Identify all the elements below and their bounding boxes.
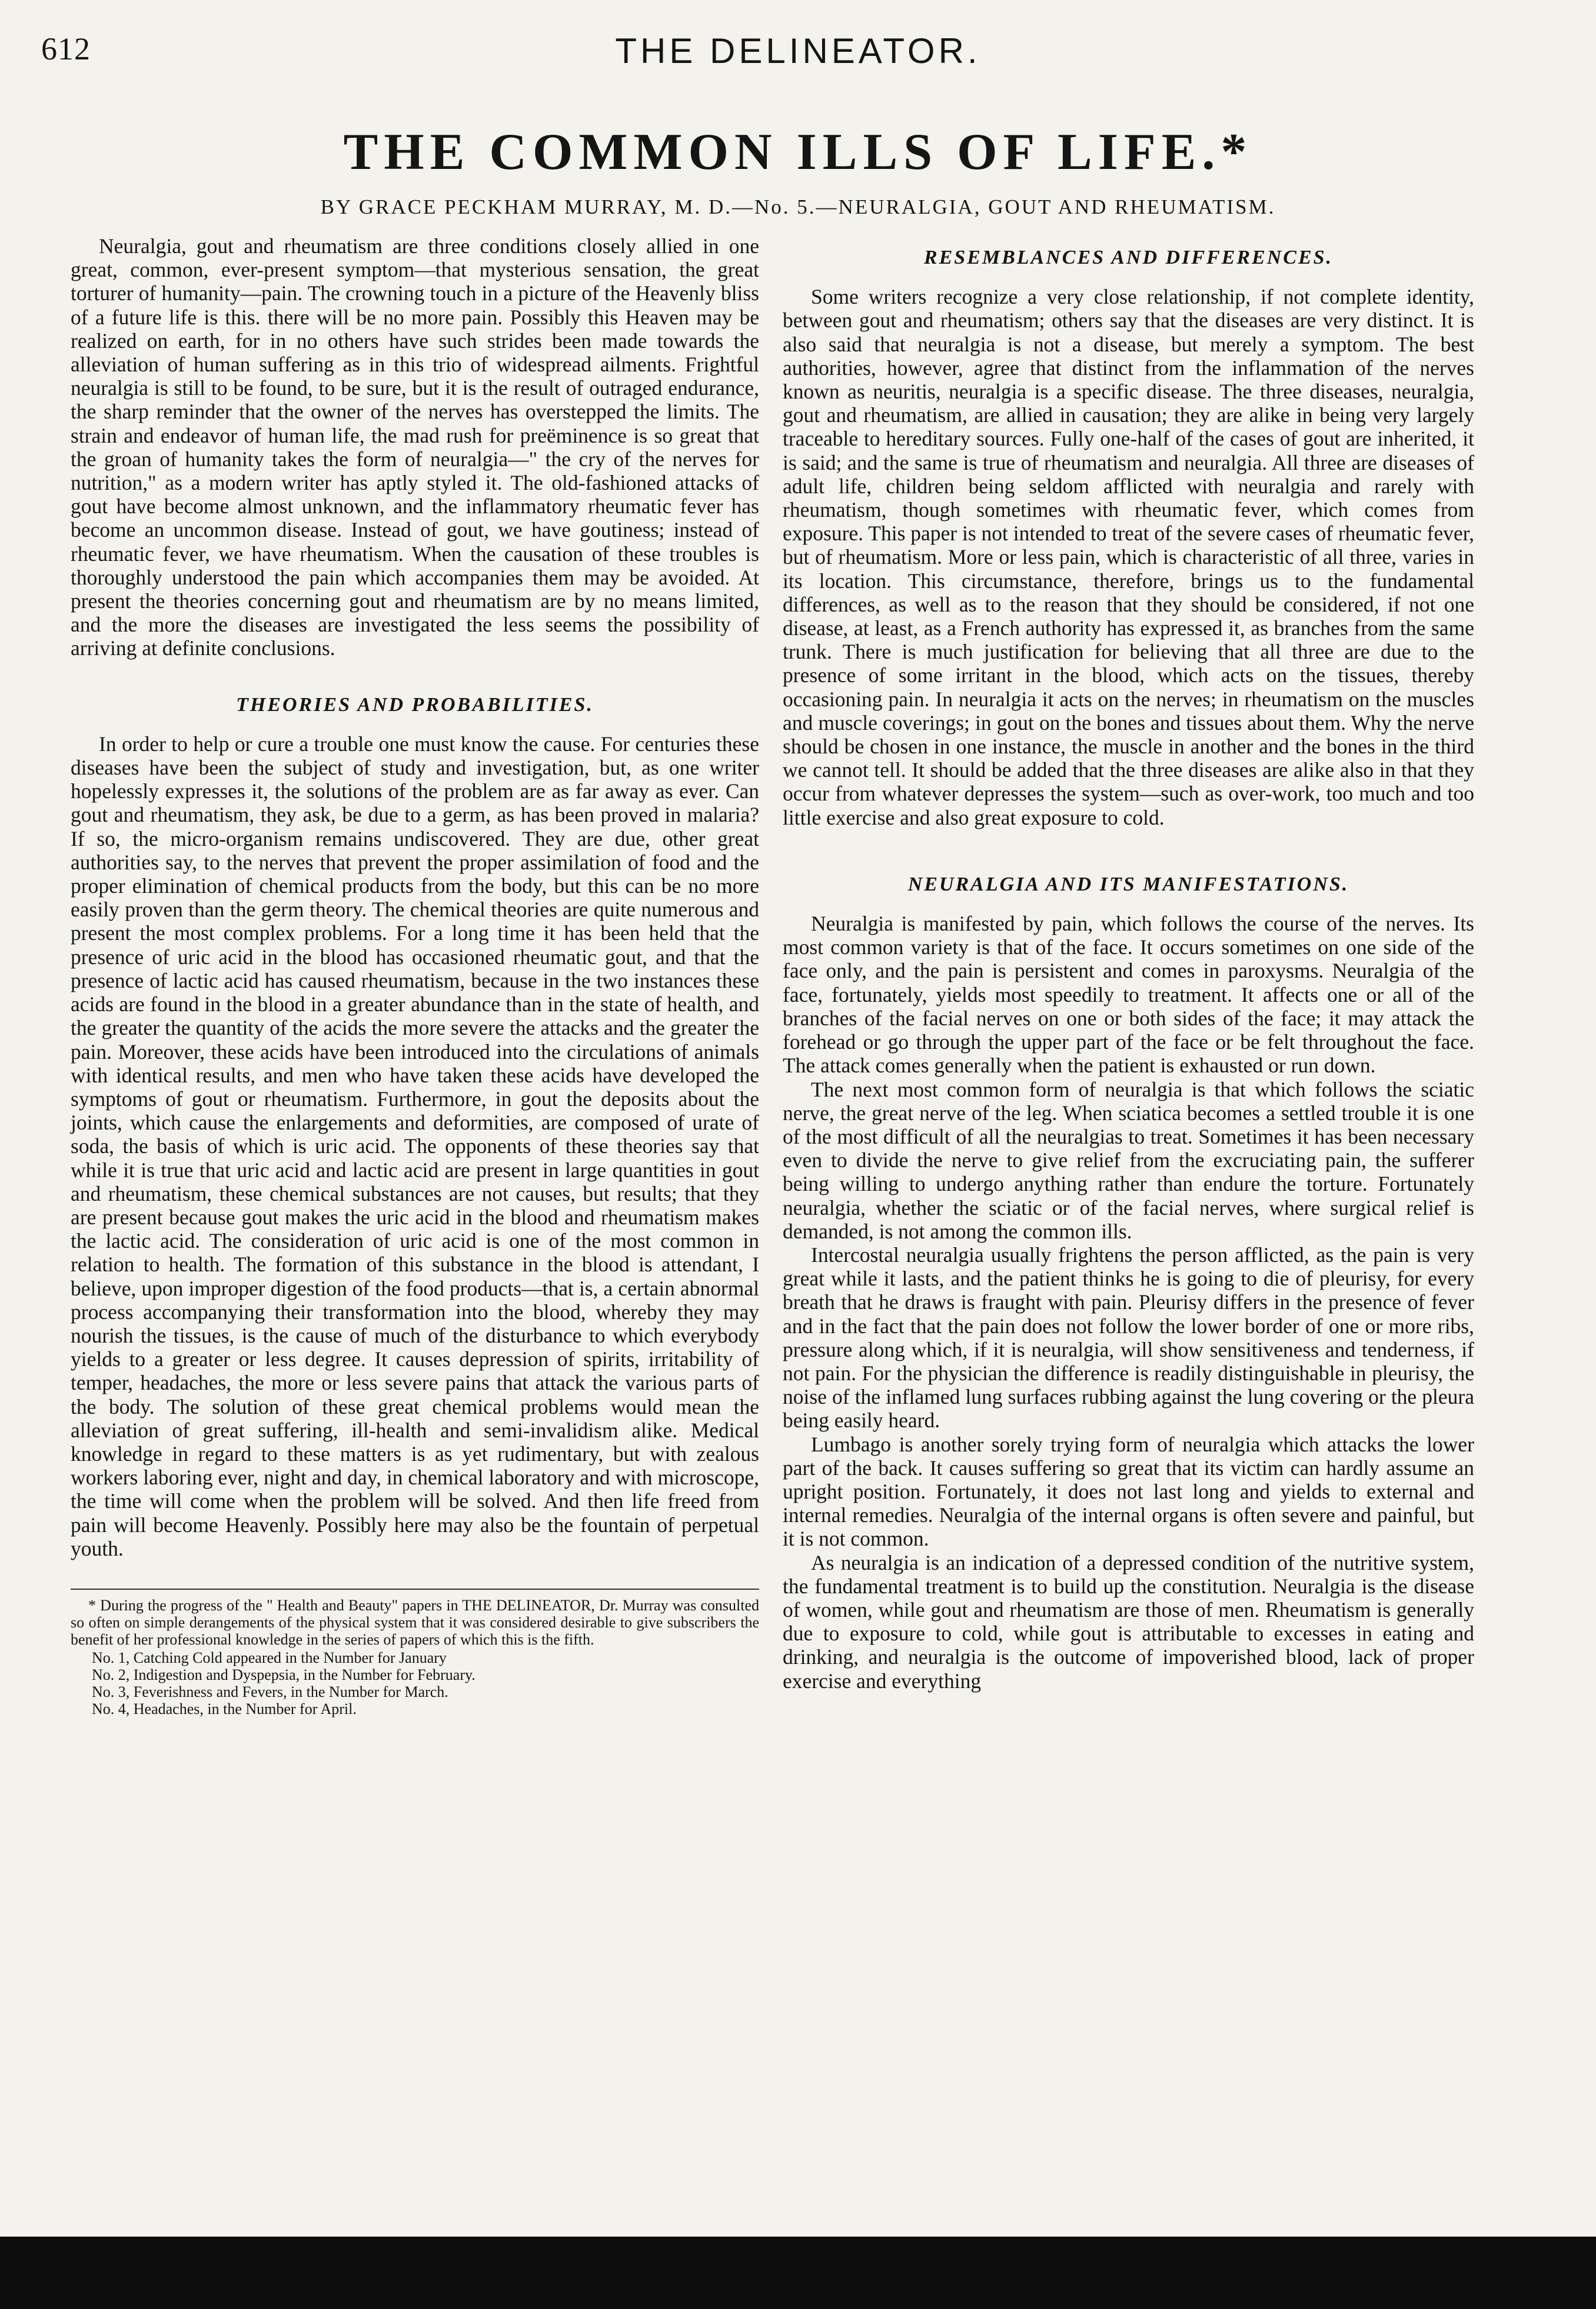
- treatment-paragraph: As neuralgia is an indication of a depressed condition of the nutritive system, the fundamental treatment is to build up the constitution. Neuralgia is the disease of women, while gout and rheumatism are those of men. Rheumatism is generally due to exposure to cold, while gout is attributable to excesses in eating and drinking, and neuralgia is the outcome of impoverished blood, lack of proper exercise and everything: [783, 1550, 1474, 1693]
- sciatic-paragraph: The next most common form of neuralgia is that which follows the sciatic nerve, the great nerve of the leg. When sciatica becomes a settled trouble it is one of the most difficult of all the neuralgias to treat. Sometimes it has been necessary even to divide the nerve to give relief from the excruciating pain, the sufferer being willing to undergo anything rather than endure the torture. Fortunately neuralgia, whether the sciatic or of the facial nerves, where surgical relief is demanded, is not among the common ills.: [783, 1077, 1474, 1243]
- article-title: THE COMMON ILLS OF LIFE.*: [343, 124, 1253, 181]
- footnote: [71, 1589, 759, 1717]
- footnote-intro: * During the progress of the " Health and Beauty" papers in THE DELINEATOR, Dr. Murray was consulted so often on simple derangements of the physical system that it was considered desirable to give subscribers the benefit of her professional knowledge in the series of papers of which this is the fifth.: [71, 1596, 759, 1648]
- footnote-item: No. 4, Headaches, in the Number for April.: [92, 1700, 357, 1717]
- lumbago-paragraph: Lumbago is another sorely trying form of neuralgia which attacks the lower part of the back. It causes suffering so great that its victim can hardly assume an upright position. Fortunately, it does not last long and yields to external and internal remedies. Neuralgia of the internal organs is often severe and painful, but it is not common.: [783, 1432, 1474, 1551]
- left-column: [71, 234, 759, 1717]
- section-heading-resemblances: RESEMBLANCES AND DIFFERENCES.: [923, 247, 1334, 268]
- footnote-item: No. 1, Catching Cold appeared in the Number for January: [92, 1649, 447, 1666]
- scan-bottom-edge: [0, 2237, 1596, 2309]
- footnote-item: No. 3, Feverishness and Fevers, in the Number for March.: [92, 1683, 448, 1700]
- running-head: THE DELINEATOR.: [615, 31, 981, 71]
- theories-paragraph: In order to help or cure a trouble one must know the cause. For centuries these diseases have been the subject of study and investigation, but, as one writer hopelessly expresses it, the solutions of the problem are as far away as ever. Can gout and rheumatism, they ask, be due to a germ, as has been proved in malaria? If so, the micro-organism remains undiscovered. They are due, other great authorities say, to the nerves that prevent the proper assimilation of food and the proper elimination of chemical products from the body, but this can be no more easily proven than the germ theory. The chemical theories are quite numerous and present the most complex problems. For a long time it has been held that the presence of uric acid in the blood has occasioned rheumatic gout, and that the presence of lactic acid has caused rheumatism, because in the two instances these acids are found in the blood in a greater abundance than in the state of health, and the greater the quantity of the acids the more severe the attacks and the greater the pain. Moreover, these acids have been introduced into the circulations of animals with identical results, and men who have taken these acids have developed the symptoms of gout or rheumatism. Furthermore, in gout the deposits about the joints, which cause the enlargements and deformities, are composed of urate of soda, the basis of which is uric acid. The opponents of these theories say that while it is true that uric acid and lactic acid are present in large quantities in gout and rheumatism, these chemical substances are not causes, but results; that they are present because gout makes the uric acid in the blood and rheumatism makes the lactic acid. The consideration of uric acid is one of the most common in relation to health. The formation of this substance in the blood is attendant, I believe, upon improper digestion of the food products—that is, a certain abnormal process accompanying their transformation into the blood, whereby they may nourish the tissues, is the cause of much of the disturbance to which everybody yields to a greater or less degree. It causes depression of spirits, irritability of temper, headaches, the more or less severe pains that attack the various parts of the body. The solution of these great chemical problems would mean the alleviation of great suffering, ill-health and semi-invalidism alike. Medical knowledge in regard to these matters is as yet rudimentary, but with zealous workers laboring ever, night and day, in chemical laboratory and with microscope, the time will come when the problem will be solved. And then life freed from pain will become Heavenly. Possibly here may also be the fountain of perpetual youth.: [71, 732, 759, 1560]
- byline: BY GRACE PECKHAM MURRAY, M. D.—No. 5.—NEURALGIA, GOUT AND RHEUMATISM.: [320, 195, 1276, 218]
- page-number: 612: [41, 31, 91, 67]
- intro-paragraph: Neuralgia, gout and rheumatism are three conditions closely allied in one great, common, ever-present symptom—that mysterious sensation, the great torturer of humanity—pain. The crowning touch in a picture of the Heavenly bliss of a future life is this. there will be no more pain. Possibly this Heaven may be realized on earth, for in no others have such strides been made towards the alleviation of human suffering as in this trio of widespread ailments. Frightful neuralgia is still to be found, to be sure, but it is the result of outraged endurance, the sharp reminder that the owner of the nerves has overstepped the limits. The strain and endeavor of human life, the mad rush for preëminence is so great that the groan of humanity takes the form of neuralgia—" the cry of the nerves for nutrition," as a modern writer has aptly styled it. The old-fashioned attacks of gout have become almost unknown, and the inflammatory rheumatic fever has become an uncommon disease. Instead of gout, we have goutiness; instead of rheumatic fever, we have rheumatism. When the causation of these troubles is thoroughly understood the pain which accompanies them may be avoided. At present the theories concerning gout and rheumatism are by no means limited, and the more the diseases are investigated the less seems the possibility of arriving at definite conclusions.: [71, 234, 759, 660]
- section-heading-neuralgia: NEURALGIA AND ITS MANIFESTATIONS.: [907, 873, 1349, 895]
- footnote-item: No. 2, Indigestion and Dyspepsia, in the Number for February.: [92, 1666, 476, 1683]
- intercostal-paragraph: Intercostal neuralgia usually frightens the person afflicted, as the pain is very great while it lasts, and the patient thinks he is going to die of pleurisy, for every breath that he draws is fraught with pain. Pleurisy differs in the presence of fever and in the fact that the pain does not follow the lower border of one or more ribs, pressure along which, if it is neuralgia, will show sensitiveness and tenderness, if not pain. For the physician the difference is readily distinguishable in pleurisy, the noise of the inflamed lung surfaces rubbing against the lung covering or the pleura being easily heard.: [783, 1242, 1474, 1433]
- resemblances-paragraph: Some writers recognize a very close relationship, if not complete identity, between gout and rheumatism; others say that the diseases are very distinct. It is also said that neuralgia is not a disease, but merely a symptom. The best authorities, however, agree that distinct from the inflammation of the nerves known as neuritis, neuralgia is a specific disease. The three diseases, neuralgia, gout and rheumatism, are allied in causation; they are alike in being very largely traceable to hereditary sources. Fully one-half of the cases of gout are inherited, it is said; and the same is true of rheumatism and neuralgia. All three are diseases of adult life, children being seldom afflicted with neuralgia and rarely with rheumatism, though sometimes with rheumatic fever, which comes from exposure. This paper is not intended to treat of the severe cases of rheumatic fever, but of rheumatism. More or less pain, which is characteristic of all three, varies in its location. This circumstance, therefore, brings us to the fundamental differences, as well as to the reason that they should be considered, if not one disease, at least, as a French authority has expressed it, as branches from the same trunk. There is much justification for believing that all three are due to the presence of some irritant in the blood, which acts on the tissues, thereby occasioning pain. In neuralgia it acts on the nerves; in rheumatism on the muscles and muscle coverings; in gout on the bones and tissues about them. Why the nerve should be chosen in one instance, the muscle in another and the bones in the third we cannot tell. It should be added that the three diseases are alike also in that they occur from whatever depresses the system—such as over-work, too much and too little exercise and also great exposure to cold.: [783, 285, 1474, 829]
- section-heading-theories: THEORIES AND PROBABILITIES.: [236, 693, 594, 716]
- neuralgia-paragraph: Neuralgia is manifested by pain, which follows the course of the nerves. Its most common variety is that of the face. It occurs sometimes on one side of the face only, and the pain is persistent and comes in paroxysms. Neuralgia of the face, fortunately, yields most speedily to treatment. It affects one or all of the branches of the facial nerves on one or both sides of the face; it may attack the forehead or go through the upper part of the face or be felt throughout the face. The attack comes generally when the patient is exhausted or run down.: [783, 912, 1474, 1078]
- footnote-list: [92, 1649, 759, 1717]
- right-column: [783, 246, 1474, 1693]
